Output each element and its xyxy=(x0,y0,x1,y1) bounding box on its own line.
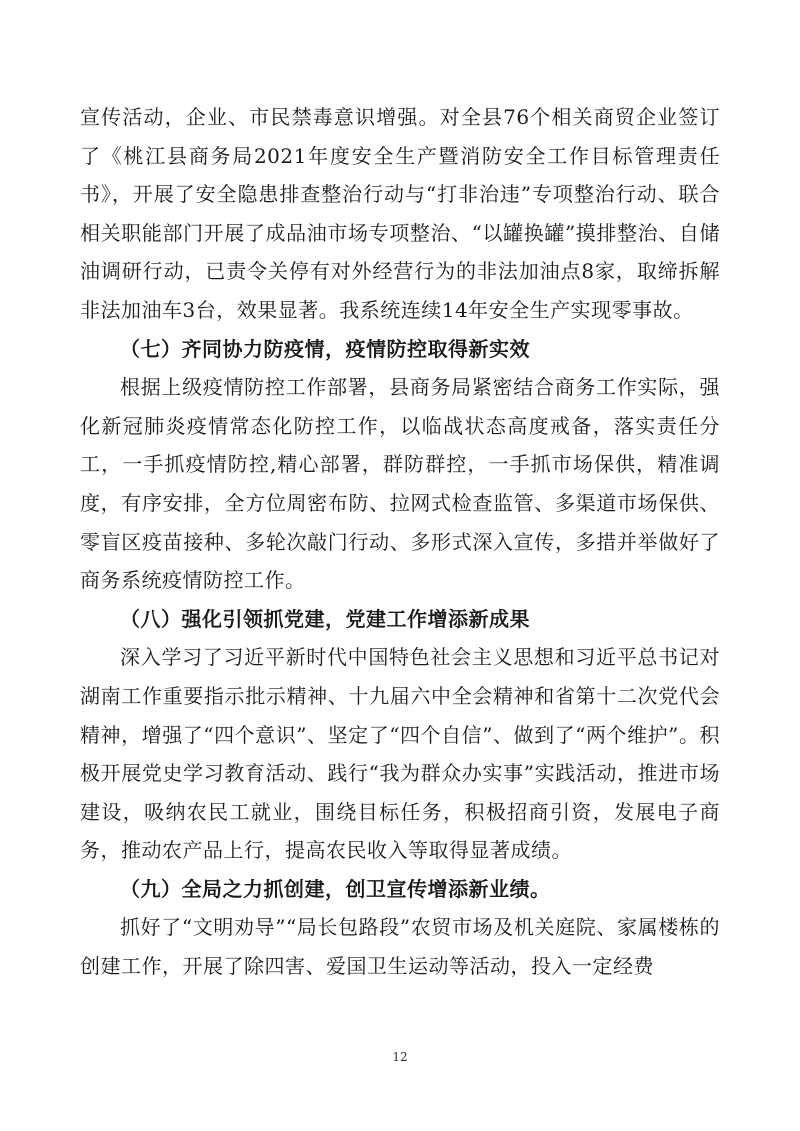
paragraph-party-building: 深入学习了习近平新时代中国特色社会主义思想和习近平总书记对湖南工作重要指示批示精神、十九届六中全会精神和省第十二次党代会精神，增强了“四个意识”、坚定了“四个自信”、做到了“两个维护”。积极开展党史学习教育活动、践行“我为群众办实事”实践活动，推进市场建设，吸纳农民工就业，围绕目标任务，积极招商引资，发展电子商务，推动农产品上行，提高农民收入等取得显著成绩。 xyxy=(80,645,720,863)
paragraph-safety-production: 宣传活动，企业、市民禁毒意识增强。对全县76个相关商贸企业签订了《桃江县商务局2021年度安全生产暨消防安全工作目标管理责任书》，开展了安全隐患排查整治行动与“打非治违”专项整治行动、联合相关职能部门开展了成品油市场专项整治、“以罐换罐”摸排整治、自储油调研行动，已责令关停有对外经营行为的非法加油点8家，取缔拆解非法加油车3台，效果显著。我系统连续14年安全生产实现零事故。 xyxy=(80,105,720,322)
paragraph-health-campaign: 抓好了“文明劝导”“局长包路段”农贸市场及机关庭院、家属楼栋的创建工作，开展了除四害、爱国卫生运动等活动，投入一定经费 xyxy=(80,915,720,979)
page-number: 12 xyxy=(392,1050,408,1064)
section-heading-9: （九）全局之力抓创建，创卫宣传增添新业绩。 xyxy=(120,876,551,901)
section-heading-7: （七）齐同协力防疫情，疫情防控取得新实效 xyxy=(120,336,530,361)
page-body xyxy=(80,98,720,986)
paragraph-epidemic-control: 根据上级疫情防控工作部署，县商务局紧密结合商务工作实际，强化新冠肺炎疫情常态化防控工作，以临战状态高度戒备，落实责任分工，一手抓疫情防控,精心部署，群防群控，一手抓市场保供，精准调度，有序安排，全方位周密布防、拉网式检查监管、多渠道市场保供、零盲区疫苗接种、多轮次敲门行动、多形式深入宣传，多措并举做好了商务系统疫情防控工作。 xyxy=(80,375,720,593)
section-heading-8: （八）强化引领抓党建，党建工作增添新成果 xyxy=(120,606,530,631)
